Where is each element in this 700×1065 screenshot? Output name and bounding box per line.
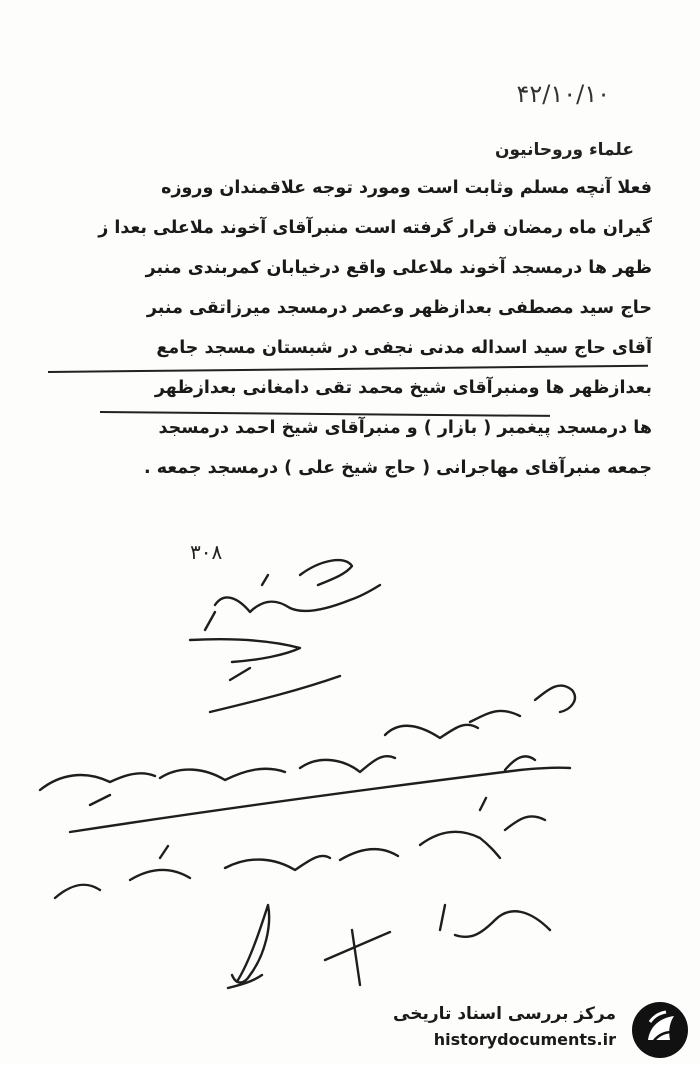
archive-url: historydocuments.ir — [433, 1030, 616, 1049]
body-line: فعلا آنچه مسلم وثابت است ومورد توجه علاقمندان وروزه — [161, 178, 652, 198]
body-line: جمعه منبرآقای مهاجرانی ( حاج شیخ علی ) درمسجد جمعه . — [143, 458, 652, 478]
document-body — [32, 168, 652, 488]
addressee-line: علماء وروحانیون — [495, 140, 634, 160]
body-line: گیران ماه رمضان قرار گرفته است منبرآقای آخوند ملاعلی بعدا ز — [98, 218, 652, 238]
body-line: حاج سید مصطفی بعدازظهر وعصر درمسجد میرزاتقی منبر — [146, 298, 652, 318]
body-line: آقای حاج سید اسداله مدنی نجفی در شبستان مسجد جامع — [156, 338, 652, 358]
archive-watermark — [393, 998, 696, 1062]
document-date: ۴۲/۱۰/۱۰ — [516, 80, 610, 108]
body-line: ها درمسجد پیغمبر ( بازار ) و منبرآقای شیخ احمد درمسجد — [158, 418, 652, 438]
body-line: بعدازظهر ها ومنبرآقای شیخ محمد تقی دامغانی بعدازظهر — [154, 378, 652, 398]
body-line: ظهر ها درمسجد آخوند ملاعلی واقع درخیابان کمربندی منبر — [145, 258, 652, 278]
archive-name: مرکز بررسی اسناد تاریخی — [393, 1004, 616, 1024]
page-number: ۳۰۸ — [190, 540, 223, 564]
archive-logo-icon — [630, 1000, 690, 1060]
